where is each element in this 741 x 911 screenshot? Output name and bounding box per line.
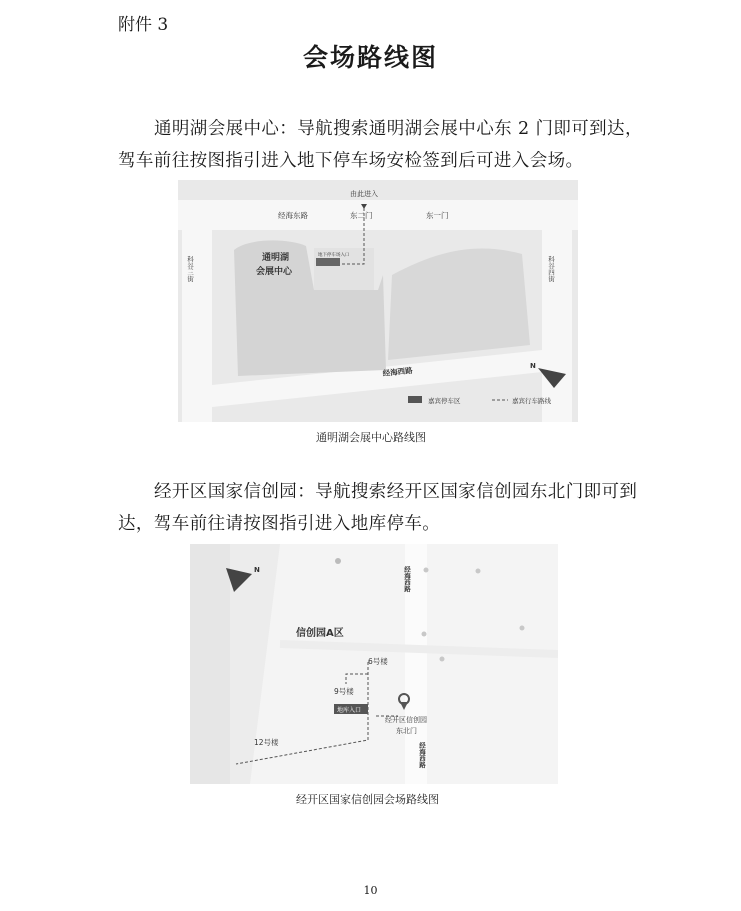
map1-parking-entrance: 地下停车场入口 (318, 253, 350, 258)
map1-road-left: 科谷三街 (186, 256, 194, 282)
map1-road-bottom: 经海西路 (382, 365, 414, 378)
caption-tongminghu: 通明湖会展中心路线图 (316, 431, 426, 444)
map1-gate1: 东一门 (426, 211, 449, 220)
map2-zone: 信创园A区 (296, 628, 344, 639)
map2-garage: 地库入口 (337, 707, 362, 714)
page-number: 10 (363, 884, 378, 897)
map1-legend-parking: 嘉宾停车区 (428, 397, 461, 405)
map1-road-top: 经海东路 (278, 211, 308, 220)
map-xinchuangyuan (190, 544, 558, 784)
map2-gate-line1: 经开区信创园 (385, 716, 427, 724)
map2-bldg12: 12号楼 (254, 738, 279, 747)
map1-venue-line2: 会展中心 (256, 267, 293, 277)
map1-legend-parking-swatch (408, 396, 422, 403)
map1-venue-line1: 通明湖 (262, 253, 290, 263)
map1-entry-label: 由此进入 (350, 190, 378, 198)
paragraph-tongminghu: 通明湖会展中心：导航搜索通明湖会展中心东 2 门即可到达，驾车前往按图指引进入地下停车场安检签到后可进入会场。 (118, 119, 643, 171)
map2-road-top: 经海西路 (403, 566, 411, 592)
map2-north-label: N (254, 566, 260, 574)
map2-gate-line2: 东北门 (396, 727, 417, 735)
map1-north-label: N (530, 362, 536, 370)
attachment-label: 附件 3 (118, 15, 169, 35)
map2-bldg9: 9号楼 (334, 687, 354, 696)
map1-road-right: 科谷四街 (547, 256, 555, 282)
page-title: 会场路线图 (302, 43, 438, 72)
map2-road-bottom: 经海西路 (418, 742, 426, 768)
caption-xinchuangyuan: 经开区国家信创园会场路线图 (296, 793, 439, 806)
map1-legend-route: 嘉宾行车路线 (512, 397, 551, 405)
map1-gate2: 东二门 (350, 211, 373, 220)
map-tongminghu (178, 180, 578, 422)
paragraph-xinchuangyuan: 经开区国家信创园：导航搜索经开区国家信创园东北门即可到达，驾车前往请按图指引进入地库停车。 (118, 482, 638, 534)
map2-bldg6: 6号楼 (368, 657, 388, 666)
